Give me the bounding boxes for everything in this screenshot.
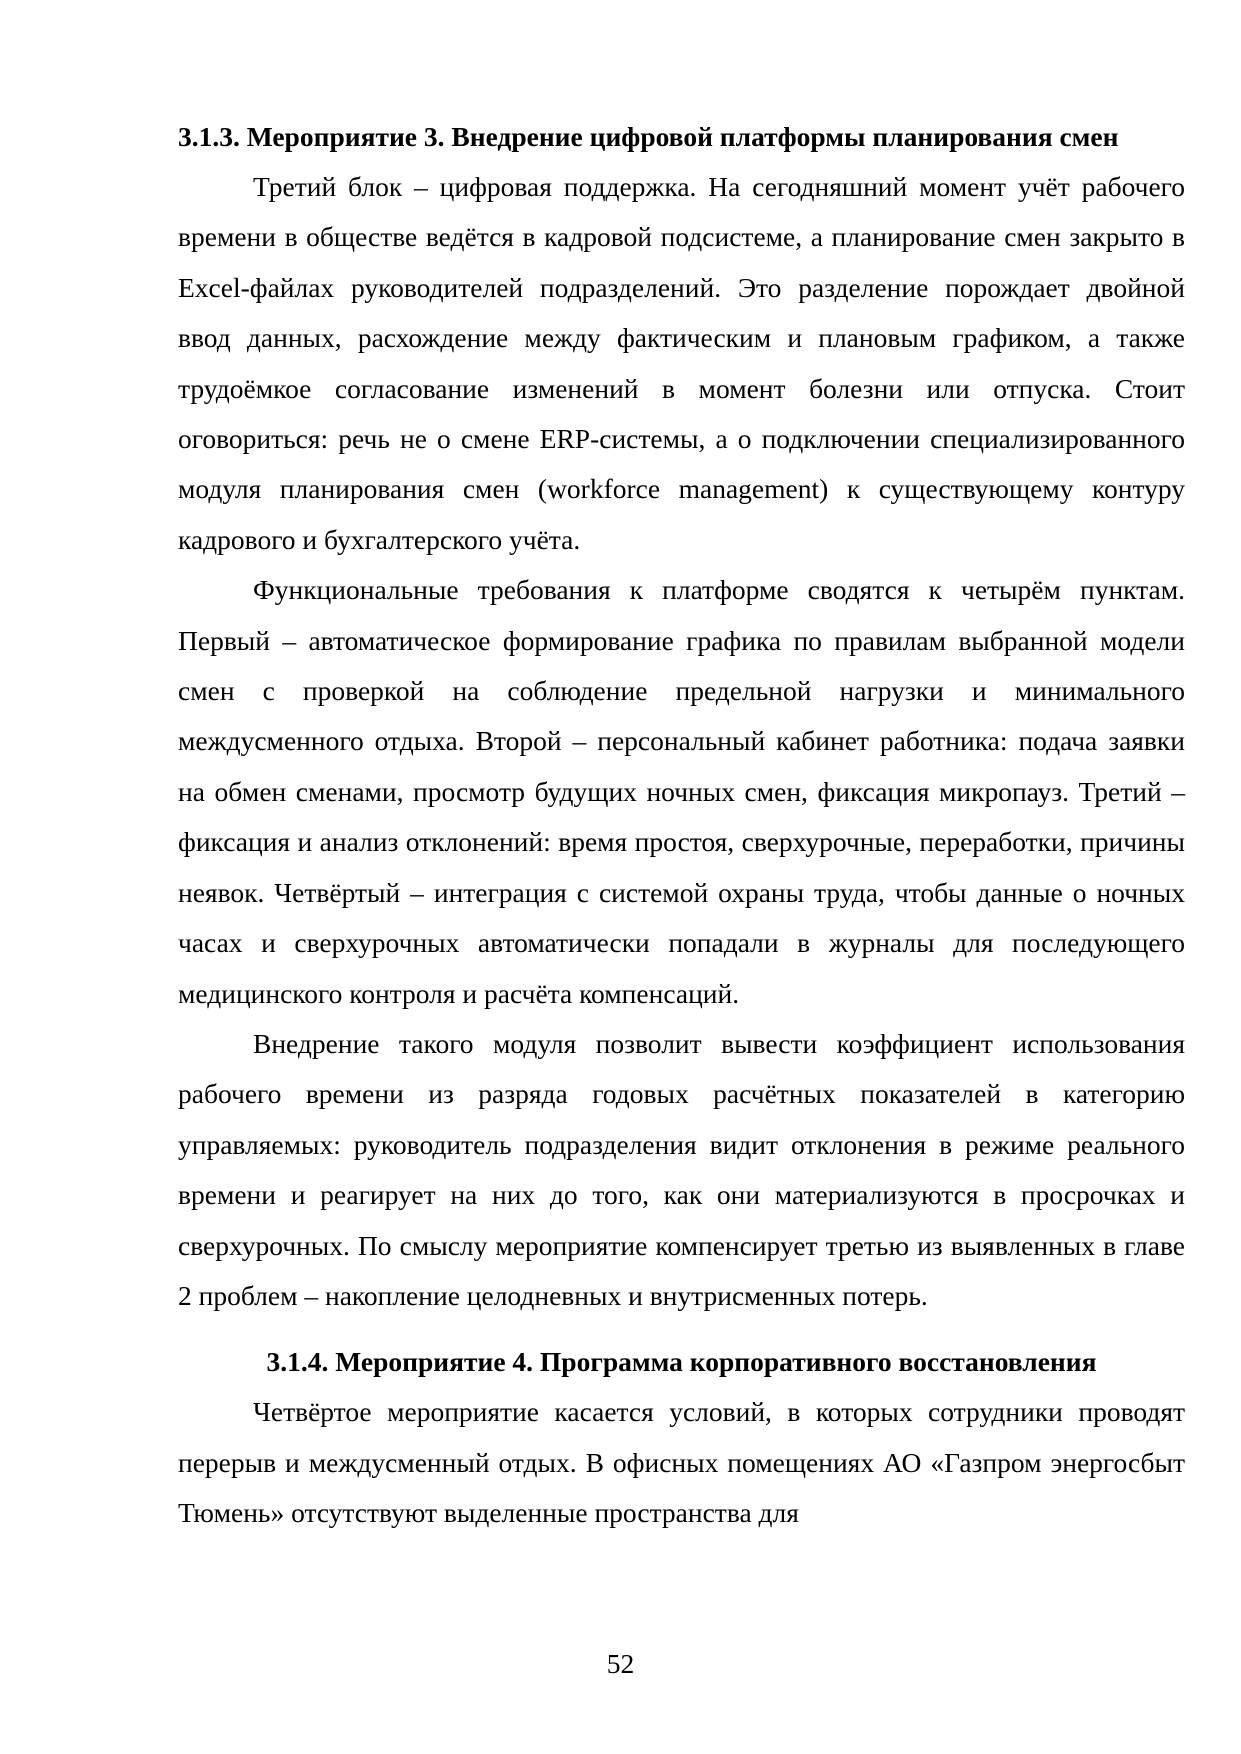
section-3-1-3-paragraph-3: Внедрение такого модуля позволит вывести коэффициент использования рабочего времени из разряда годовых расчётных показателей в категорию управляемых: руководитель подразделения видит отклонения в режиме реального времени и реагирует на них до того, как они материализуются в просрочках и сверхурочных. По смыслу мероприятие компенсирует третью из выявленных в главе 2 проблем – накопление целодневных и внутрисменных потерь. — [178, 1027, 1185, 1311]
page-number: 52 — [606, 1648, 635, 1679]
page-content — [178, 114, 1185, 1539]
section-3-1-4-heading: 3.1.4. Мероприятие 4. Программа корпоративного восстановления — [266, 1346, 1097, 1378]
section-3-1-3-paragraph-1: Третий блок – цифровая поддержка. На сегодняшний момент учёт рабочего времени в обществе ведётся в кадровой подсистеме, а планирование смен закрыто в Excel-файлах руководителей подразделений. Это разделение порождает двойной ввод данных, расхождение между фактическим и плановым графиком, а также трудоёмкое согласование изменений в момент болезни или отпуска. Стоит оговориться: речь не о смене ERP-системы, а о подключении специализированного модуля планирования смен (workforce management) к существующему контуру кадрового и бухгалтерского учёта. — [178, 171, 1185, 555]
section-3-1-3-heading: 3.1.3. Мероприятие 3. Внедрение цифровой платформы планирования смен — [178, 121, 1119, 152]
section-3-1-3-paragraph-2: Функциональные требования к платформе сводятся к четырём пунктам. Первый – автоматическое формирование графика по правилам выбранной модели смен с проверкой на соблюдение предельной нагрузки и минимального междусменного отдыха. Второй – персональный кабинет работника: подача заявки на обмен сменами, просмотр будущих ночных смен, фиксация микропауз. Третий – фиксация и анализ отклонений: время простоя, сверхурочные, переработки, причины неявок. Четвёртый – интеграция с системой охраны труда, чтобы данные о ночных часах и сверхурочных автоматически попадали в журналы для последующего медицинского контроля и расчёта компенсаций. — [178, 574, 1185, 1009]
section-3-1-4-paragraph-1: Четвёртое мероприятие касается условий, в которых сотрудники проводят перерыв и междусменный отдых. В офисных помещениях АО «Газпром энергосбыт Тюмень» отсутствуют выделенные пространства для — [178, 1396, 1185, 1529]
